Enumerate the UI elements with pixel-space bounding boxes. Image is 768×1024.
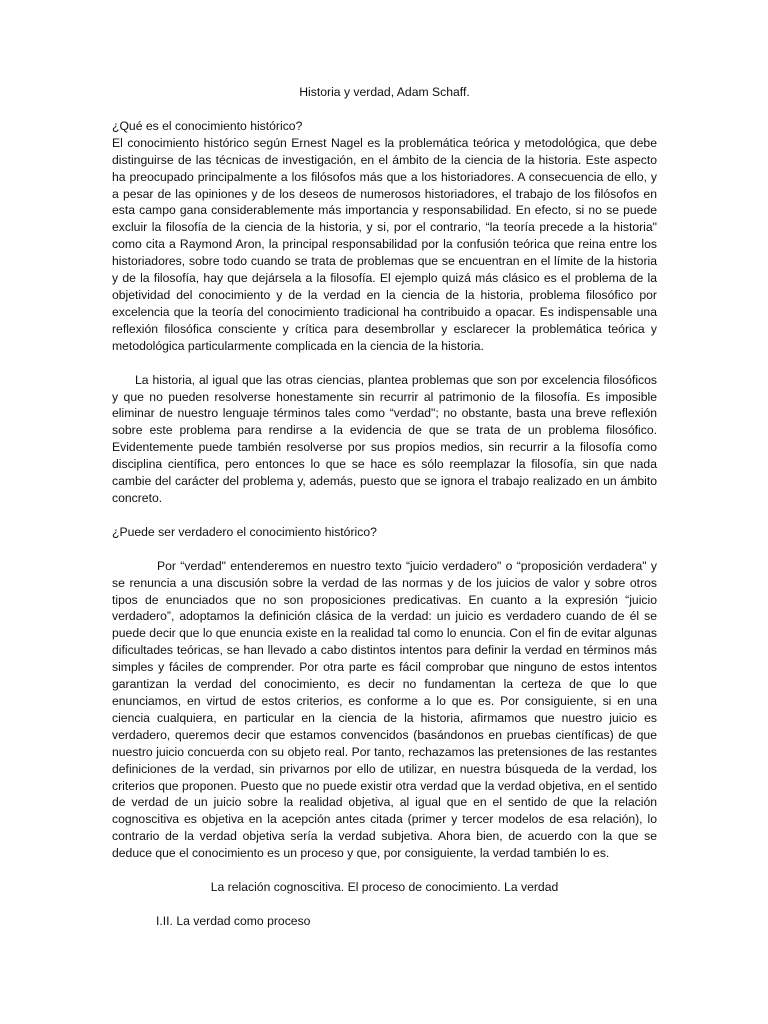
document-body xyxy=(112,84,657,930)
section-heading-conocimiento-historico: ¿Qué es el conocimiento histórico? xyxy=(112,118,303,133)
document-title: Historia y verdad, Adam Schaff. xyxy=(299,85,470,99)
paragraph-definicion-verdad: Por “verdad" entenderemos en nuestro texto “juicio verdadero" o “proposición verdadera" y se renuncia a una discusión sobre la verdad de las normas y de los juicios de valor y sobre otros tipos de enunciados que no son proposiciones predicativas. En cuanto a la expresión “juicio verdadero”, adoptamos la definición clásica de la verdad: un juicio es verdadero cuando de él se puede decir que lo que enuncia existe en la realidad tal como lo enuncia. Con el fin de evitar algunas dificultades teóricas, se han llevado a cabo distintos intentos para definir la verdad en términos más simples y fáciles de comprender. Por otra parte es fácil comprobar que ninguno de estos intentos garantizan la verdad del conocimiento, es decir no fundamentan la certeza de que lo que enunciamos, en virtud de estos criterios, es conforme a lo que es. Por consiguiente, si en una ciencia cualquiera, en particular en la ciencia de la historia, afirmamos que nuestro juicio es verdadero, queremos decir que estamos convencidos (basándonos en pruebas científicas) de que nuestro juicio concuerda con su objeto real. Por tanto, rechazamos las pretensiones de las restantes definiciones de la verdad, sin privarnos por ello de utilizar, en nuestra búsqueda de la verdad, los criterios que proponen. Puesto que no puede existir otra verdad que la verdad objetiva, en el sentido de verdad de un juicio sobre la realidad objetiva, al igual que en el sentido de que la relación cognoscitiva es objetiva en la acepción antes citada (primer y tercer modelos de esa relación), lo contrario de la verdad objetiva sería la verdad subjetiva. Ahora bien, de acuerdo con la que se deduce que el conocimiento es un proceso y que, por consiguiente, la verdad también lo es. xyxy=(112,558,657,861)
section-title-relacion-cognoscitiva: La relación cognoscitiva. El proceso de conocimiento. La verdad xyxy=(210,880,559,895)
section-heading-puede-ser-verdadero: ¿Puede ser verdadero el conocimiento histórico? xyxy=(112,524,377,539)
subsection-title-verdad-proceso: I.II. La verdad como proceso xyxy=(156,913,311,928)
paragraph-nagel: El conocimiento histórico según Ernest Nagel es la problemática teórica y metodológica, que debe distinguirse de las técnicas de investigación, en el ámbito de la ciencia de la historia. Este aspecto ha preocupado principalmente a los filósofos más que a los historiadores. A consecuencia de ello, y a pesar de las opiniones y de los deseos de numerosos historiadores, el trabajo de los filósofos en esta campo gana considerablemente más importancia y responsabilidad. En efecto, si no se puede excluir la filosofía de la ciencia de la historia, y si, por el contrario, “la teoría precede a la historia" como cita a Raymond Aron, la principal responsabilidad por la confusión teórica que reina entre los historiadores, sobre todo cuando se trata de problemas que se encuentran en el límite de la historia y de la filosofía, hay que dejársela a la filosofía. El ejemplo quizá más clásico es el problema de la objetividad del conocimiento y de la verdad en la ciencia de la historia, problema filosófico por excelencia que la teoría del conocimiento tradicional ha contribuido a opacar. Es indispensable una reflexión filosófica consciente y crítica para desembrollar y esclarecer la problemática teórica y metodológica particularmente complicada en la ciencia de la historia. xyxy=(112,135,657,353)
paragraph-historia-ciencias: La historia, al igual que las otras ciencias, plantea problemas que son por excelencia filosóficos y que no pueden resolverse honestamente sin recurrir al patrimonio de la filosofía. Es imposible eliminar de nuestro lenguaje términos tales como “verdad"; no obstante, basta una breve reflexión sobre este problema para rendirse a la evidencia de que se trata de un problema filosófico. Evidentemente puede también resolverse por sus propios medios, sin recurrir a la filosofía como disciplina científica, pero entonces lo que se hace es sólo reemplazar la filosofía, sin que nada cambie del carácter del problema y, además, puesto que se ignora el trabajo realizado en un ámbito concreto. xyxy=(112,372,657,505)
